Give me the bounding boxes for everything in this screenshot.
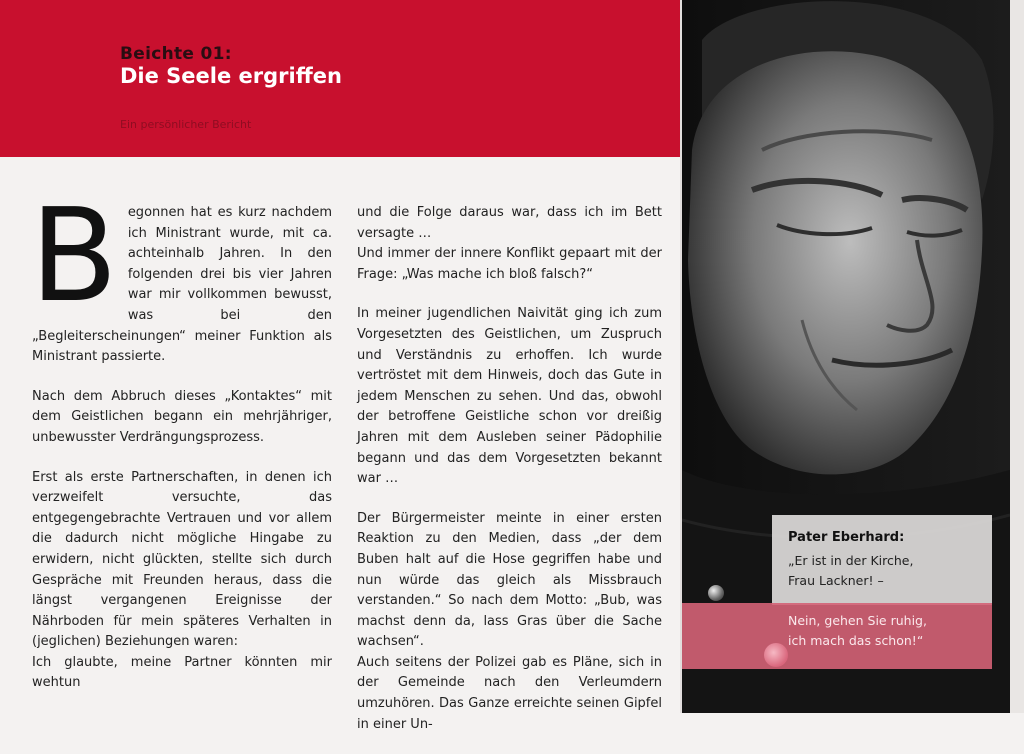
bubble-decoration [708,585,724,601]
paragraph: Der Bürgermeister meinte in einer ersten Reaktion zu den Medien, dass „der dem Buben halt auf die Hose gegriffen habe und nun würde das gleich als Missbrauch verstanden.“ So nach dem Motto: „Bub, was machst denn da, lass Gras über die Sache wachsen“. [357,510,662,650]
bubble-decoration [764,643,788,667]
paragraph: In meiner jugendlichen Naivität ging ich zum Vorgesetzten des Geistlichen, um Zuspruch und Verständnis zu erhoffen. Ich wurde vertröstet mit dem Hinweis, doch das Gute in jedem Menschen zu sehen. Und das, obwohl der betroffene Geistliche schon vor dreißig Jahren mit dem Ausleben seiner Pädophilie begann und das dem Vorgesetzten bekannt war … [357,306,662,487]
article-subtitle: Ein persönlicher Bericht [120,118,252,131]
paragraph: und die Folge daraus war, dass ich im Bett versagte … [357,205,662,241]
paragraph: Erst als erste Partnerschaften, in denen ich verzweifelt versuchte, das entgegengebrachte Vertrauen und vor allem die dadurch nicht mögliche Hingabe zu erwidern, nicht glückten, stellte sich durch Gespräche mit Freunden heraus, dass die längst vergangenen Ereignisse der Nährboden für mein späteres Verhalten in (jeglichen) Beziehungen waren: [32,469,332,650]
quote-speaker: Pater Eberhard: [788,530,905,545]
quote-line: ich mach das schon!“ [788,633,924,648]
paragraph-text: egonnen hat es kurz nachdem ich Ministrant wurde, mit ca. achteinhalb Jahren. In den folgenden drei bis vier Jahren war mir vollkommen bewusst, was bei den „Begleiterscheinungen“ meiner Funktion als Ministrant passierte. [32,205,332,365]
paragraph [30,182,332,368]
quote-line: „Er ist in der Kirche, [788,553,914,568]
quote-line: Nein, gehen Sie ruhig, [788,613,927,628]
text-column-1 [30,182,332,713]
drop-cap: B [30,182,118,331]
text-column-2 [357,203,662,754]
quote-line: Frau Lackner! – [788,573,884,588]
paragraph: Nach dem Abbruch dieses „Kontaktes“ mit dem Geistlichen begann ein mehrjähriger, unbewusster Verdrängungsprozess. [32,388,332,445]
paragraph: Und immer der innere Konflikt gepaart mit der Frage: „Was mache ich bloß falsch?“ [357,246,662,282]
article-title: Die Seele ergriffen [120,64,342,88]
paragraph: Auch seitens der Polizei gab es Pläne, sich in der Gemeinde nach den Verleumdern umzuhören. Das Ganze erreichte seinen Gipfel in einer Un- [357,654,662,732]
page-edge [1010,0,1024,713]
article-kicker: Beichte 01: [120,44,232,64]
paragraph: Ich glaubte, meine Partner könnten mir wehtun [32,654,332,691]
